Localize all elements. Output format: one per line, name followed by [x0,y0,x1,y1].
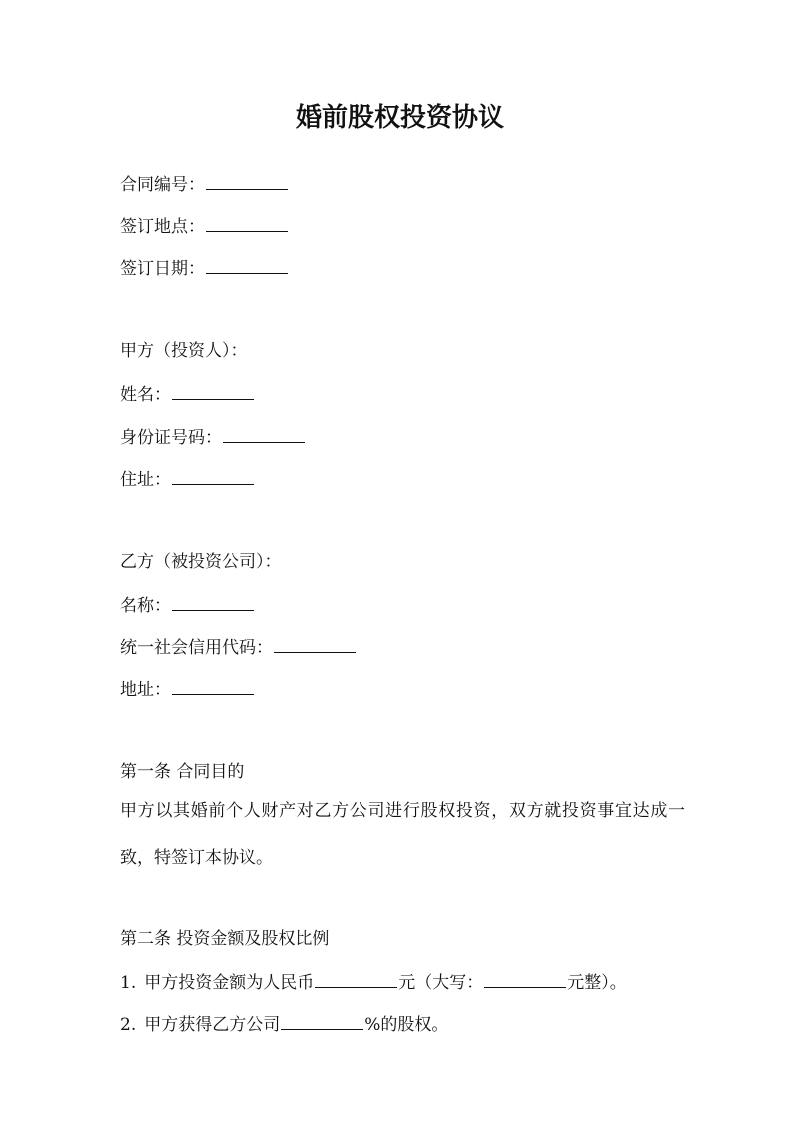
article2-item1-middle: 元（大写： [398,973,484,993]
article2-item1-number: 1. [120,973,137,993]
investment-amount-words-blank [484,969,566,988]
article2-item2 [120,1011,448,1037]
article2-item1 [120,969,627,995]
party-a-heading: 甲方（投资人）： [120,341,248,361]
party-b-address-line [120,676,255,702]
sign-date-label: 签订日期： [120,259,205,279]
party-b-code-line [120,634,357,660]
party-a-name-label: 姓名： [120,385,171,405]
article1-heading: 第一条 合同目的 [120,762,245,782]
party-b-address-blank [172,676,254,695]
article2-item1-prefix: 甲方投资金额为人民币 [144,973,315,993]
party-b-heading: 乙方（被投资公司）： [120,552,282,572]
article2-item2-suffix: %的股权。 [364,1015,449,1035]
contract-no-label: 合同编号： [120,175,205,195]
document-title: 婚前股权投资协议 [295,103,504,133]
contract-no-line [120,171,289,197]
party-a-address-label: 住址： [120,470,171,490]
sign-date-blank [206,255,288,274]
article2-item2-number: 2. [120,1015,137,1035]
article2-heading: 第二条 投资金额及股权比例 [120,929,330,949]
article2-item1-suffix: 元整）。 [567,973,627,993]
party-b-code-label: 统一社会信用代码： [120,638,273,658]
sign-date-line [120,255,289,281]
article1-body: 甲方以其婚前个人财产对乙方公司进行股权投资，双方就投资事宜达成一致，特签订本协议。 [120,801,685,868]
party-a-name-blank [172,381,254,400]
party-a-address-blank [172,466,254,485]
sign-place-blank [206,213,288,232]
party-b-code-blank [274,634,356,653]
sign-place-label: 签订地点： [120,217,205,237]
party-a-address-line [120,466,255,492]
party-a-id-label: 身份证号码： [120,428,222,448]
party-b-address-label: 地址： [120,680,171,700]
equity-percent-blank [281,1011,363,1030]
article2-item2-prefix: 甲方获得乙方公司 [144,1015,281,1035]
investment-amount-blank [315,969,397,988]
contract-no-blank [206,171,288,190]
sign-place-line [120,213,289,239]
party-a-name-line [120,381,255,407]
party-b-name-line [120,592,255,618]
party-a-id-blank [223,424,305,443]
party-b-name-blank [172,592,254,611]
party-a-id-line [120,424,306,450]
party-b-name-label: 名称： [120,596,171,616]
